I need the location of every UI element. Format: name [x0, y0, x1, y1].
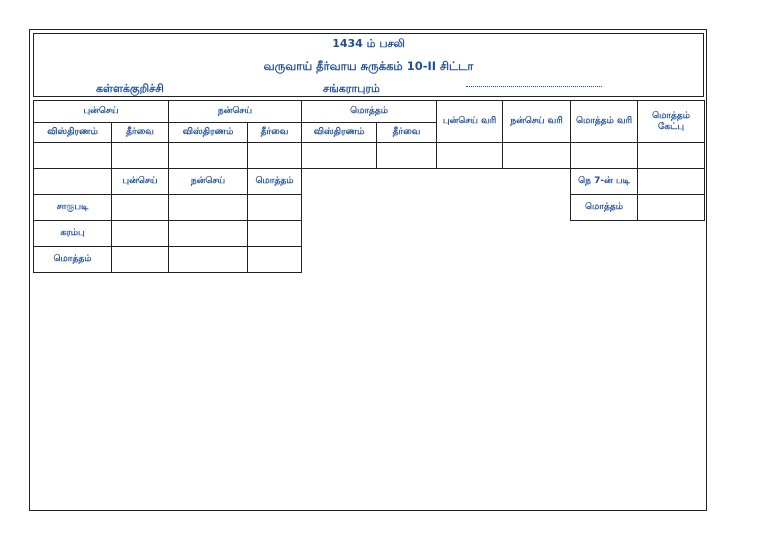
lower-header-total: மொத்தம் [248, 169, 302, 195]
cell-empty [112, 247, 169, 273]
form-subtitle: வருவாய் தீர்வாய சுருக்கம் 10-II சிட்டா [263, 59, 474, 73]
row-label-total: மொத்தம் [34, 247, 112, 273]
district-name: கள்ளக்குறிச்சி [96, 82, 164, 95]
cell-empty [248, 143, 302, 169]
cell-empty [571, 143, 638, 169]
cell-empty [503, 143, 571, 169]
header-total-vari: மொத்தம் வரி [571, 101, 638, 143]
header-punsei: புன்செய் [34, 101, 169, 123]
header-punsei-vari: புன்செய் வரி [437, 101, 503, 143]
subheader-nansei-extent: விஸ்திரணம் [169, 123, 248, 143]
cell-empty [34, 169, 112, 195]
cell-empty [169, 143, 248, 169]
cell-empty [248, 247, 302, 273]
lower-header-nansei: நன்செய் [169, 169, 248, 195]
cell-empty [169, 247, 248, 273]
cell-empty [437, 143, 503, 169]
cell-empty [169, 221, 248, 247]
header-total: மொத்தம் [302, 101, 437, 123]
cell-empty [377, 143, 437, 169]
cell-empty [34, 143, 112, 169]
header-total-demand: மொத்தம் கேட்பு [638, 101, 705, 143]
cell-empty [112, 143, 169, 169]
lower-header-punsei: புன்செய் [112, 169, 169, 195]
subheader-total-tax: தீர்வை [377, 123, 437, 143]
cell-empty [302, 143, 377, 169]
header-nansei: நன்செய் [169, 101, 302, 123]
cell-empty [638, 143, 705, 169]
cell-empty [638, 195, 705, 221]
row-label-as-per-no7: நெ 7-ன் படி [571, 169, 638, 195]
main-summary-table [33, 100, 705, 169]
subheader-punsei-tax: தீர்வை [112, 123, 169, 143]
subheader-nansei-tax: தீர்வை [248, 123, 302, 143]
cell-empty [112, 195, 169, 221]
row-label-fallow: கரம்பு [34, 221, 112, 247]
right-summary-table [570, 168, 705, 221]
cell-empty [169, 195, 248, 221]
row-label-cultivated: சாகுபடி [34, 195, 112, 221]
fasli-year-title: 1434 ம் பசலி [332, 37, 405, 50]
cell-empty [638, 169, 705, 195]
row-label-grand-total: மொத்தம் [571, 195, 638, 221]
header-nansei-vari: நன்செய் வரி [503, 101, 571, 143]
blank-fill-line [466, 86, 602, 87]
subheader-punsei-extent: விஸ்திரணம் [34, 123, 112, 143]
cell-empty [248, 195, 302, 221]
subheader-total-extent: விஸ்திரணம் [302, 123, 377, 143]
village-name: சங்கராபுரம் [323, 82, 380, 95]
cultivation-table [33, 168, 302, 273]
cell-empty [248, 221, 302, 247]
cell-empty [112, 221, 169, 247]
